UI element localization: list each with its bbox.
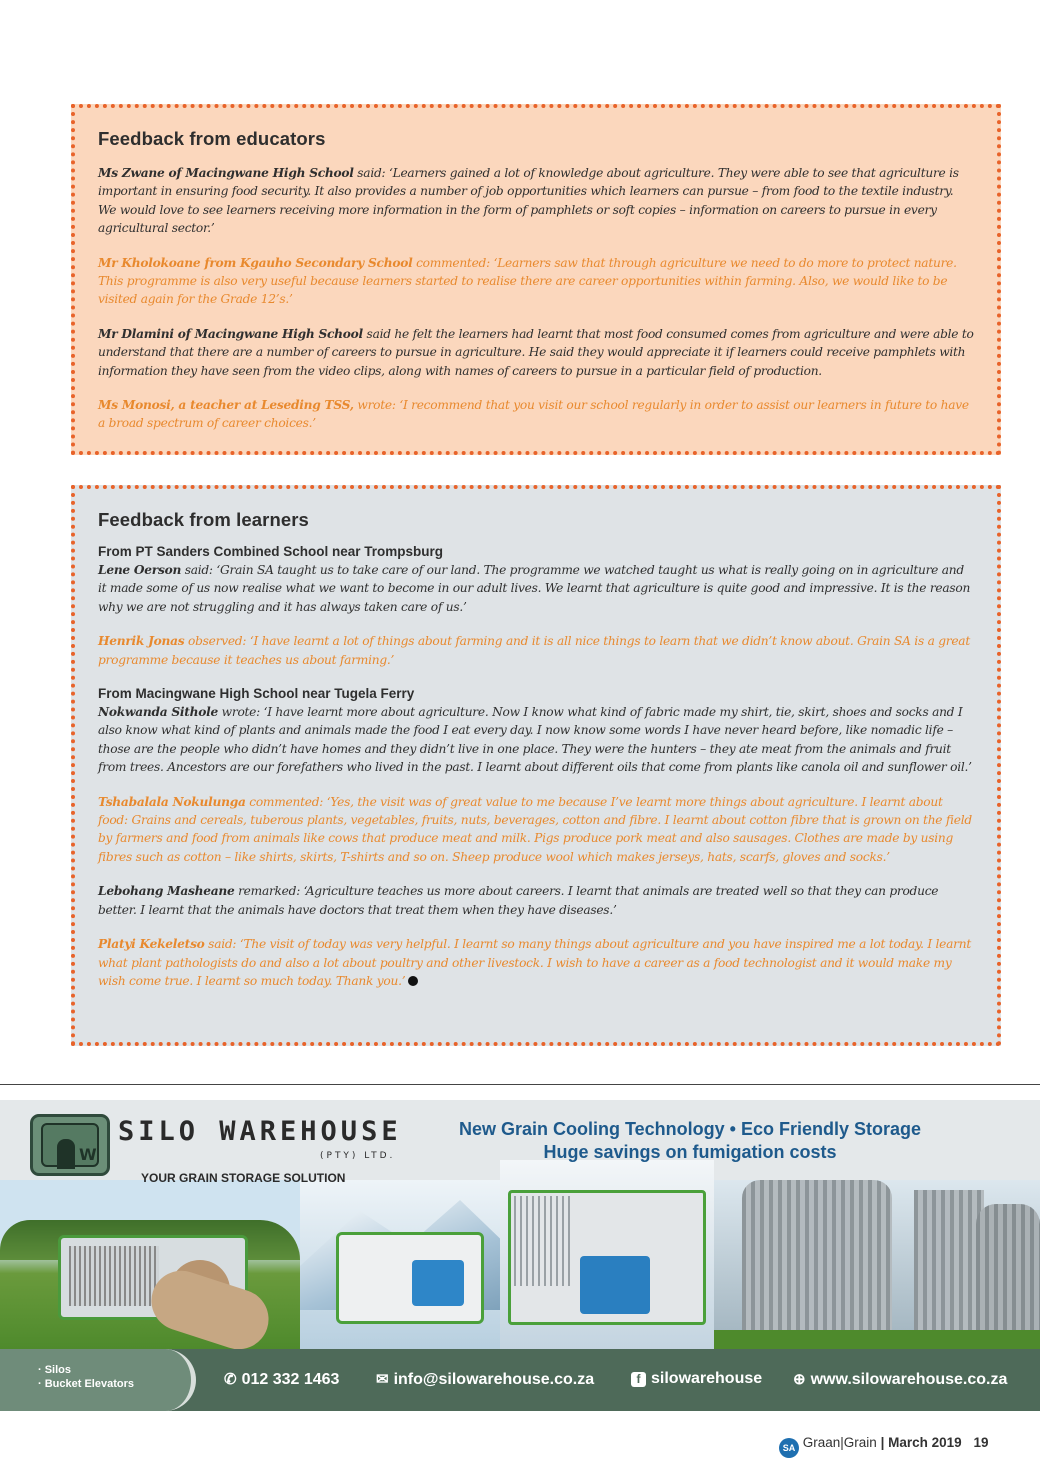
cooling-trailer-photo <box>500 1160 714 1350</box>
educator-quote-monosi: Ms Monosi, a teacher at Leseding TSS, wrote: ‘I recommend that you visit our school regularly in order to assist our learners in future to have a broad spectrum of career choices.’ <box>98 398 969 431</box>
phone-icon: ✆ <box>224 1371 237 1388</box>
facebook-icon: f <box>631 1372 646 1387</box>
advert-contact-bar <box>0 1349 1040 1411</box>
end-of-article-bullet-icon <box>408 976 418 986</box>
advert-facebook-link[interactable]: f silowarehouse <box>631 1370 762 1388</box>
learner-quote-jonas: Henrik Jonas observed: ‘I have learnt a lot of things about farming and it is all nice things to learn that we didn’t know about. Grain SA is a great programme because it teaches us about farming.’ <box>98 634 970 667</box>
footer-separator: | <box>880 1435 885 1450</box>
advert-brand-suffix: (PTY) LTD. <box>320 1151 396 1161</box>
advert-website-link[interactable]: ⊕ www.silowarehouse.co.za <box>793 1371 1008 1388</box>
advert-services-list <box>0 1349 196 1411</box>
advert-tagline: YOUR GRAIN STORAGE SOLUTION <box>141 1171 346 1185</box>
service-bucket-elevators: · Bucket Elevators <box>38 1378 134 1390</box>
silo-warehouse-logo-icon: W <box>30 1114 110 1176</box>
advert-divider <box>0 1084 1040 1085</box>
service-silos: · Silos <box>38 1364 72 1376</box>
page-footer <box>779 1435 988 1455</box>
educators-feedback-box <box>71 104 1001 455</box>
advert-photo-strip <box>0 1160 1040 1350</box>
learner-quote-masheane: Lebohang Masheane remarked: ‘Agriculture teaches us more about careers. I learnt that animals are treated well so that they can produce better. I learnt that the animals have doctors that treat them when they have diseases.’ <box>98 884 939 917</box>
advert-email-link[interactable]: ✉ info@silowarehouse.co.za <box>376 1371 595 1388</box>
learner-quote-nokulunga: Tshabalala Nokulunga commented: ‘Yes, the visit was of great value to me because I’ve learnt more things about agriculture. I learnt about food: Grains and cereals, tuberous plants, vegetables, fruits, nuts, beverages, cotton and fibre. I learnt about cotton fibre that is grown on the field by farmers and food from animals like cows that produce meat and milk. Pigs produce pork meat and also sausages. Clothes are made by using fibres such as cotton – like shirts, skirts, T-shirts and so on. Sheep produce wool which makes jerseys, hats, scarfs, gloves and socks.’ <box>98 794 972 864</box>
educators-heading: Feedback from educators <box>98 128 326 149</box>
envelope-icon: ✉ <box>376 1371 389 1388</box>
advert-brand-name: SILO WAREHOUSE <box>118 1116 402 1147</box>
advert-phone[interactable]: ✆ 012 332 1463 <box>224 1371 340 1388</box>
educator-quote-dlamini: Mr Dlamini of Macingwane High School said he felt the learners had learnt that most food consumed comes from agriculture and were able to understand that there are a number of careers to pursue in agriculture. He said they would appreciate it if learners could receive pamphlets with information they have seen from the video clips, along with names of careers to pursue in a particular field of production. <box>98 326 974 378</box>
learner-quote-oerson: Lene Oerson said: ‘Grain SA taught us to take care of our land. The programme we watched taught us what is really going on in agriculture and it made some of us now realise what we want to become in our adult lives. We learnt that agriculture is quite good and impressive. It is the reason why we are not struggling and it has always taken care of us.’ <box>98 563 971 614</box>
learner-quote-sithole: Nokwanda Sithole wrote: ‘I have learnt more about agriculture. Now I know what kind of fabric made my shirt, tie, skirt, shoes and socks and I also know what kind of plants and animals made the food I eat every day. I now know some words I have never heard before, like nomadic life – those are the people who didn’t have homes and they didn’t live in one place. They were the hunters – they ate meat from the animals and fruit from trees. Ancestors are our forefathers who lived in the past. I learnt about different oils that come from plants like canola oil and sunflower oil.’ <box>98 705 972 775</box>
educator-quote-zwane: Ms Zwane of Macingwane High School said: ‘Learners gained a lot of knowledge about agriculture. They were able to see that agriculture is important in ensuring food security. It also provides a number of job opportunities which learners can pursue – from food to the textile industry. We would love to see learners receiving more information in the form of pamphlets or soft copies – information on careers to pursue in every agricultural sector.’ <box>98 166 959 236</box>
school-subheading-macingwane: From Macingwane High School near Tugela Ferry <box>98 686 415 702</box>
cooling-unit-snow-photo <box>300 1180 500 1350</box>
page-number: 19 <box>973 1435 989 1450</box>
grain-sa-logo-icon: SA <box>779 1438 799 1458</box>
educator-quote-kholokoane: Mr Kholokoane from Kgauho Secondary School commented: ‘Learners saw that through agriculture we need to do more to protect nature. This programme is also very useful because learners started to realise there are career opportunities within farming. Also, we would like to be visited again for the Grade 12’s.’ <box>98 255 957 307</box>
silo-warehouse-advert[interactable] <box>0 1100 1040 1411</box>
school-subheading-pt-sanders: From PT Sanders Combined School near Trompsburg <box>98 544 444 559</box>
cooling-unit-field-photo <box>0 1180 300 1350</box>
learners-feedback-box <box>71 485 1001 1046</box>
publication-name: Graan|Grain <box>802 1435 877 1450</box>
learner-quote-kekeletso: Platyi Kekeletso said: ‘The visit of today was very helpful. I learnt so many things about agriculture and you have inspired me a lot today. I learnt what plant pathologists do and also a lot about poultry and other livestock. I wish to have a career as a food technologist and it would make my wish come true. I learnt so much today. Thank you.’ <box>98 937 971 988</box>
learners-heading: Feedback from learners <box>98 509 309 530</box>
globe-icon: ⊕ <box>793 1371 806 1388</box>
grain-silos-photo <box>714 1180 1040 1350</box>
advert-headline: New Grain Cooling Technology • Eco Friendly Storage Huge savings on fumigation costs <box>458 1119 922 1162</box>
issue-date: March 2019 <box>888 1435 962 1450</box>
